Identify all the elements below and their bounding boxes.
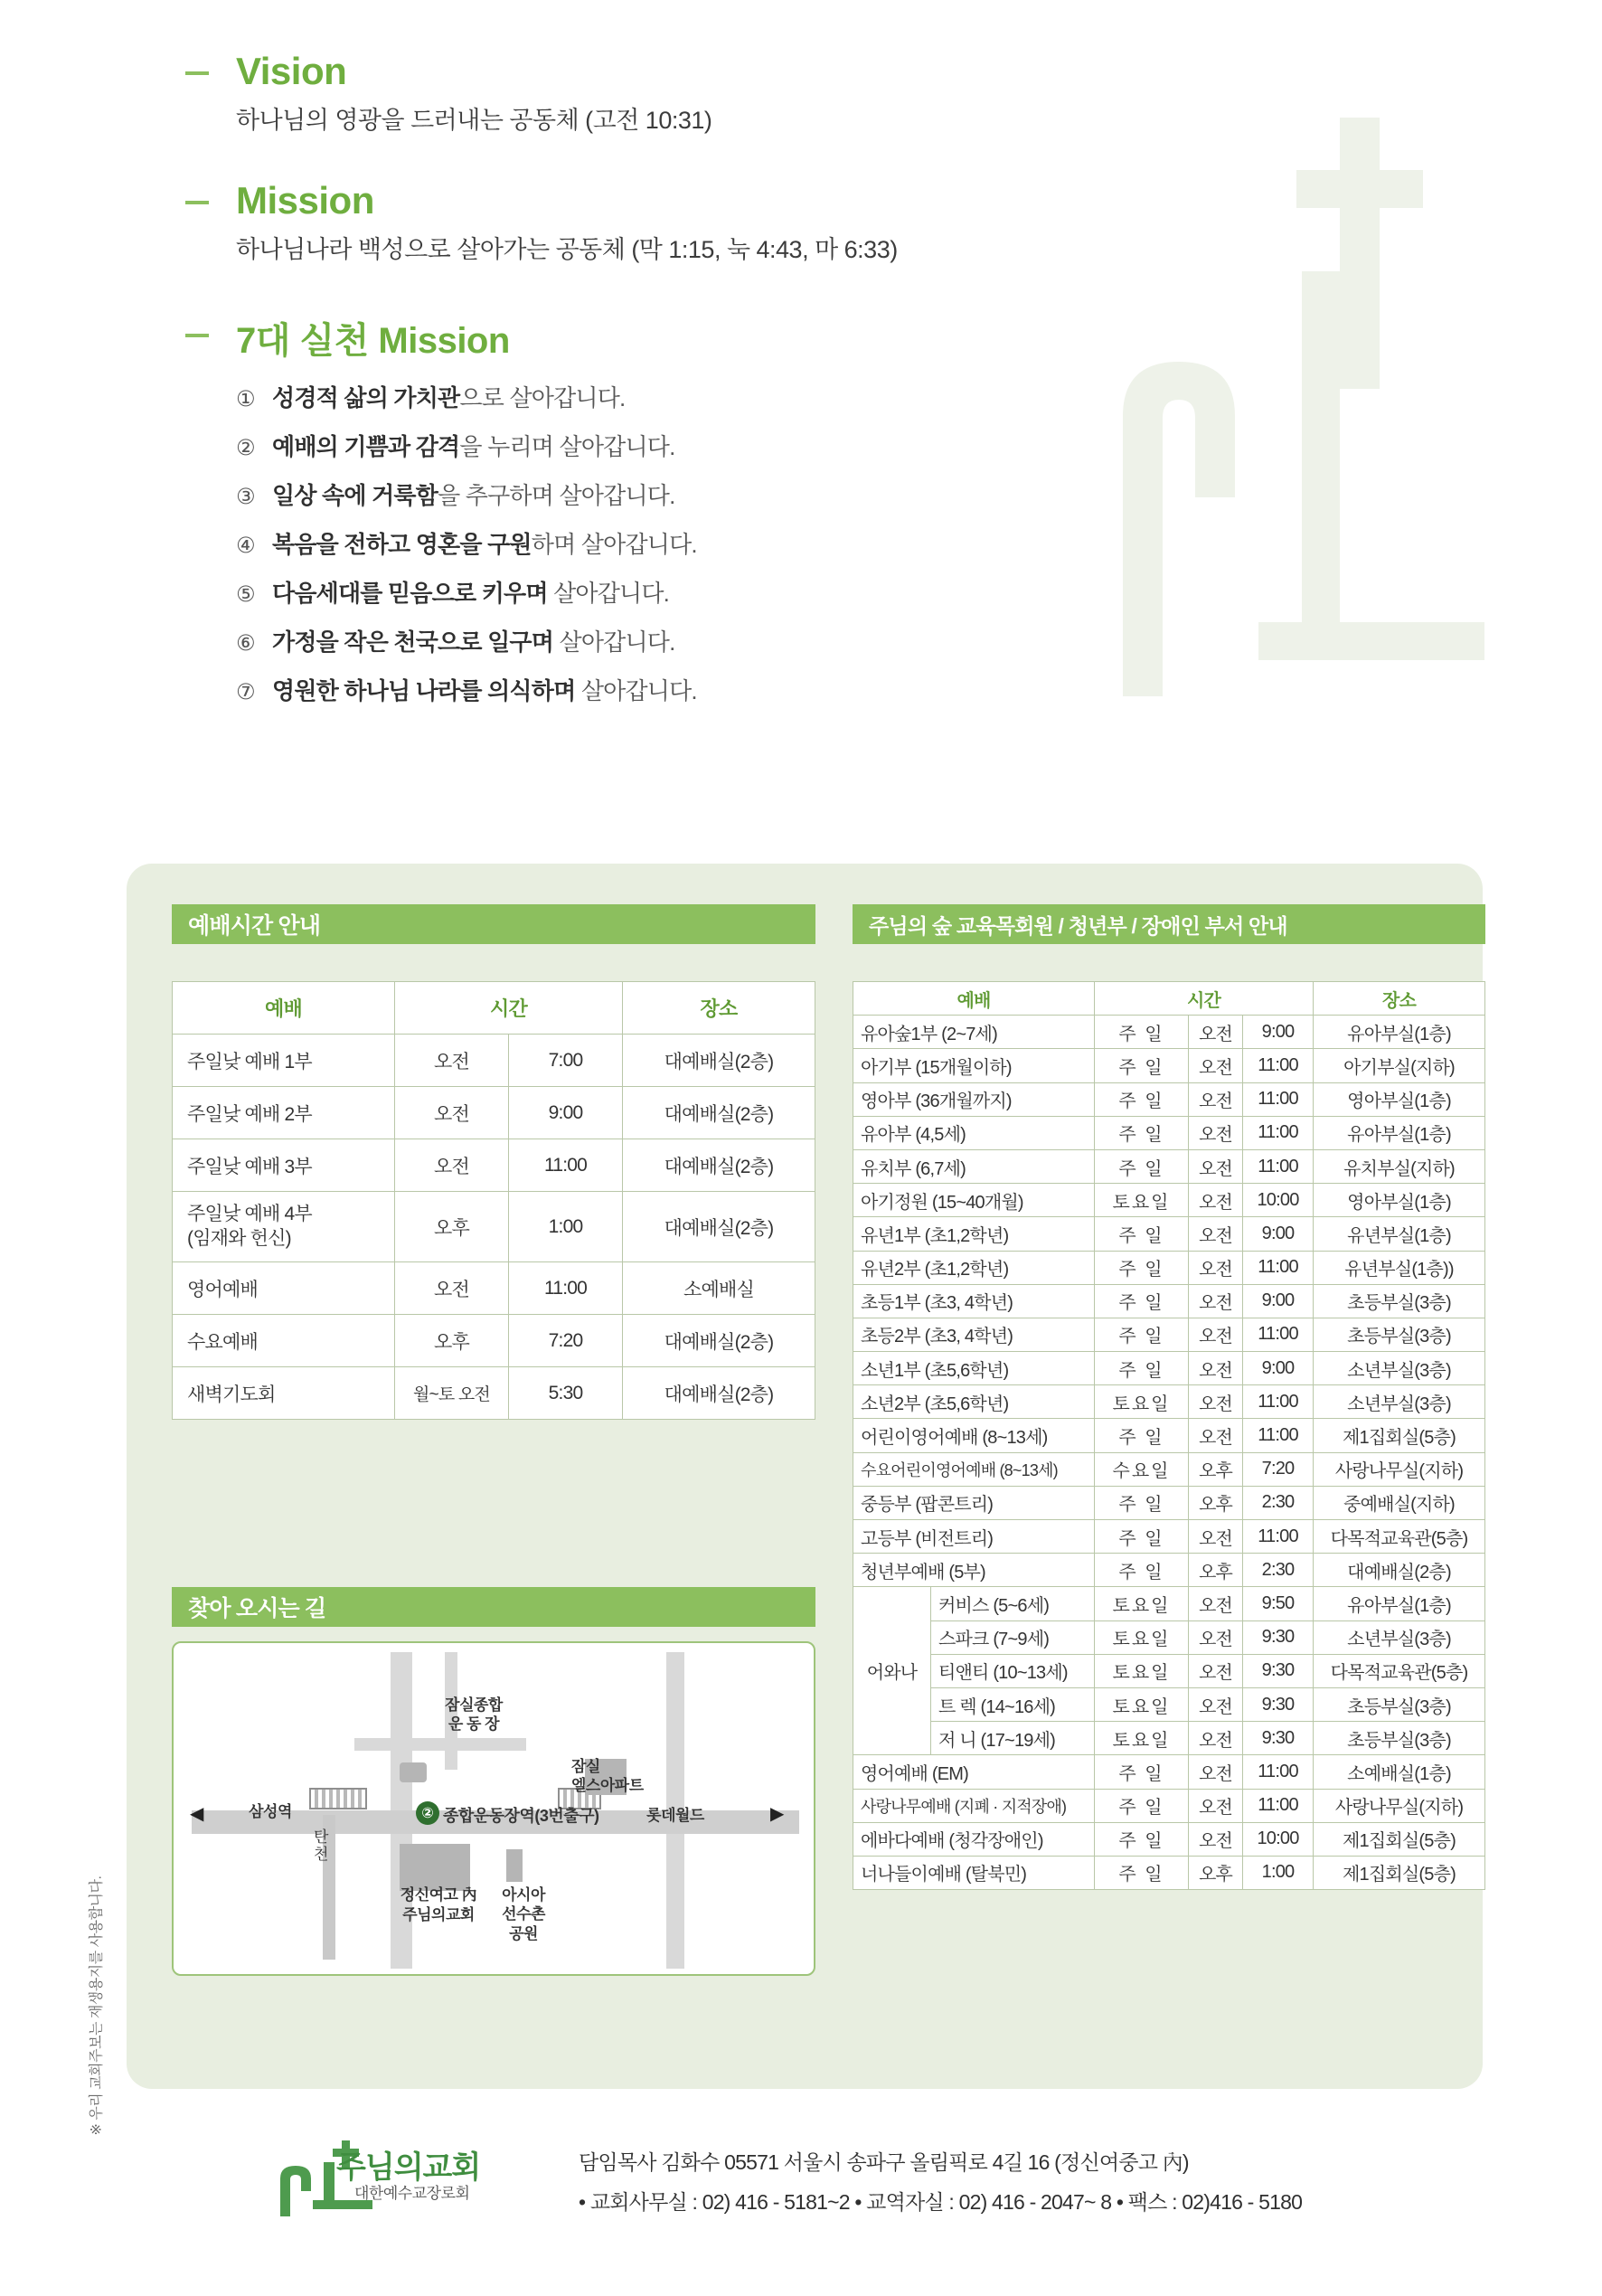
- cell-place: 영아부실(1층): [1314, 1184, 1485, 1217]
- list-item-rest: 살아갑니다.: [547, 580, 670, 607]
- cell-place: 대예배실(2층): [623, 1035, 815, 1087]
- cell-place: 소예배실(1층): [1314, 1755, 1485, 1789]
- col-header-time: 시간: [395, 982, 623, 1035]
- footer-church-name: 주님의교회: [336, 2150, 481, 2185]
- footer-denomination: 대한예수교장로회: [354, 2185, 470, 2202]
- map-label-asia-park: 아시아 선수촌 공원: [502, 1886, 545, 1942]
- table-row: [853, 1822, 1485, 1856]
- cell-day: 주 일: [1095, 1520, 1189, 1554]
- cell-service: 티앤티 (10~13세): [931, 1654, 1095, 1687]
- list-item-number: ①: [236, 387, 255, 411]
- departments-table-wrap: [853, 981, 1485, 1890]
- cell-place: 대예배실(2층): [623, 1315, 815, 1367]
- table-row: [173, 1192, 815, 1262]
- cell-ampm: 오전: [1189, 1049, 1243, 1082]
- cell-time: 10:00: [1243, 1822, 1314, 1856]
- cell-ampm: 오전: [395, 1139, 509, 1192]
- arrow-right-icon: ▶: [770, 1804, 785, 1824]
- cell-time: 11:00: [1243, 1082, 1314, 1116]
- cell-service: 에바다예배 (청각장애인): [853, 1822, 1095, 1856]
- cell-ampm: 오전: [1189, 1620, 1243, 1654]
- cell-time: 9:00: [1243, 1016, 1314, 1049]
- cell-time: 11:00: [1243, 1318, 1314, 1351]
- table-row: [853, 1116, 1485, 1149]
- cell-place: 대예배실(2층): [623, 1087, 815, 1139]
- practices-list: [236, 380, 1180, 706]
- cell-service: 소년2부 (초5,6학년): [853, 1385, 1095, 1419]
- building-icon: [506, 1849, 523, 1882]
- cell-place: 소예배실: [623, 1262, 815, 1315]
- cell-service: 유년1부 (초1,2학년): [853, 1217, 1095, 1251]
- cell-ampm: 오전: [1189, 1284, 1243, 1318]
- cell-time: 9:30: [1243, 1687, 1314, 1721]
- cell-awana-group-label: 어와나: [853, 1587, 931, 1755]
- table-row: [853, 1318, 1485, 1351]
- cell-ampm: 오후: [1189, 1554, 1243, 1587]
- cell-day: 주 일: [1095, 1082, 1189, 1116]
- cell-day: 주 일: [1095, 1352, 1189, 1385]
- cell-ampm: 오전: [395, 1262, 509, 1315]
- map-label-lotte: 롯데월드: [646, 1807, 704, 1824]
- cell-ampm: 오전: [1189, 1251, 1243, 1284]
- cell-place: 제1집회실(5층): [1314, 1822, 1485, 1856]
- table-row: [853, 1452, 1485, 1486]
- cell-place: 제1집회실(5층): [1314, 1856, 1485, 1889]
- cell-time: 9:50: [1243, 1587, 1314, 1620]
- cell-time: 9:00: [1243, 1284, 1314, 1318]
- cell-service: 저 니 (17~19세): [931, 1722, 1095, 1755]
- list-item-number: ④: [236, 534, 255, 558]
- cell-place: 사랑나무실(지하): [1314, 1452, 1485, 1486]
- cell-time: 5:30: [509, 1367, 623, 1420]
- cell-time: 11:00: [1243, 1116, 1314, 1149]
- cell-service: 너나들이예배 (탈북민): [853, 1856, 1095, 1889]
- cell-service: 새벽기도회: [173, 1367, 395, 1420]
- list-item-number: ⑤: [236, 582, 255, 607]
- building-icon: [400, 1844, 470, 1891]
- table-row: [853, 1755, 1485, 1789]
- list-item: [236, 673, 1180, 706]
- cell-place: 초등부실(3층): [1314, 1687, 1485, 1721]
- list-item: [236, 624, 1180, 657]
- table-row: [853, 1217, 1485, 1251]
- cell-ampm: 오전: [1189, 1822, 1243, 1856]
- cell-ampm: 오전: [1189, 1082, 1243, 1116]
- cell-service: 청년부예배 (5부): [853, 1554, 1095, 1587]
- footer-address: 담임목사 김화수 05571 서울시 송파구 올림픽로 4길 16 (정신여중고 內): [579, 2150, 1189, 2174]
- table-row: [173, 1315, 815, 1367]
- vision-heading: Vision: [236, 50, 347, 92]
- cell-place: 아기부실(지하): [1314, 1049, 1485, 1082]
- cell-time: 1:00: [1243, 1856, 1314, 1889]
- cell-service: 영어예배: [173, 1262, 395, 1315]
- cell-service: 스파크 (7~9세): [931, 1620, 1095, 1654]
- cell-ampm: 오전: [1189, 1149, 1243, 1183]
- list-item-strong: 예배의 기쁨과 감격: [272, 433, 460, 460]
- list-item-number: ③: [236, 485, 255, 509]
- cell-ampm: 오전: [1189, 1116, 1243, 1149]
- cell-day: 주 일: [1095, 1789, 1189, 1822]
- worship-section-header: 예배시간 안내: [172, 904, 815, 944]
- cell-time: 9:30: [1243, 1620, 1314, 1654]
- cell-ampm: 오전: [1189, 1789, 1243, 1822]
- list-item-rest: 살아갑니다.: [575, 677, 697, 704]
- cell-time: 7:00: [509, 1035, 623, 1087]
- cell-ampm: 오전: [1189, 1184, 1243, 1217]
- cell-time: 2:30: [1243, 1486, 1314, 1519]
- table-row: [853, 1587, 1485, 1620]
- cell-service: 어린이영어예배 (8~13세): [853, 1419, 1095, 1452]
- list-item-number: ⑦: [236, 680, 255, 704]
- list-item-strong: 복음을 전하고 영혼을 구원: [272, 531, 532, 558]
- cell-time: 11:00: [1243, 1789, 1314, 1822]
- cell-service: 소년1부 (초5,6학년): [853, 1352, 1095, 1385]
- cell-place: 초등부실(3층): [1314, 1318, 1485, 1351]
- cell-time: 9:00: [509, 1087, 623, 1139]
- list-item: [236, 380, 1180, 413]
- cell-time: 11:00: [1243, 1049, 1314, 1082]
- cell-time: 9:00: [1243, 1217, 1314, 1251]
- table-row: [853, 1620, 1485, 1654]
- cell-service: 영아부 (36개월까지): [853, 1082, 1095, 1116]
- cell-service: 아기정원 (15~40개월): [853, 1184, 1095, 1217]
- cell-service: 중등부 (팝콘트리): [853, 1486, 1095, 1519]
- mission-row: [185, 179, 1180, 265]
- list-item-strong: 가정을 작은 천국으로 일구며: [272, 628, 554, 656]
- table-header-row: [173, 982, 815, 1035]
- mission-subtext: 하나님나라 백성으로 살아가는 공동체 (막 1:15, 눅 4:43, 마 6:33): [236, 236, 898, 263]
- cell-day: 주 일: [1095, 1251, 1189, 1284]
- recycled-paper-note: ※ 우리 교회주보는 재생용지를 사용합니다.: [89, 1876, 105, 2136]
- cell-day: 주 일: [1095, 1554, 1189, 1587]
- table-row: [853, 1284, 1485, 1318]
- table-row: [173, 1087, 815, 1139]
- cell-service: 고등부 (비전트리): [853, 1520, 1095, 1554]
- cell-place: 유치부실(지하): [1314, 1149, 1485, 1183]
- cell-place: 유아부실(1층): [1314, 1116, 1485, 1149]
- table-row: [853, 1251, 1485, 1284]
- table-row: [853, 1520, 1485, 1554]
- cell-service: 주일낮 예배 4부 (임재와 헌신): [173, 1192, 395, 1262]
- vision-mission-block: [185, 50, 1180, 722]
- cell-day: 주 일: [1095, 1755, 1189, 1789]
- cell-place: 초등부실(3층): [1314, 1722, 1485, 1755]
- cell-ampm: 오전: [1189, 1217, 1243, 1251]
- cell-time: 1:00: [509, 1192, 623, 1262]
- cell-service: 유년2부 (초1,2학년): [853, 1251, 1095, 1284]
- cell-time: 11:00: [1243, 1149, 1314, 1183]
- cell-day: 주 일: [1095, 1486, 1189, 1519]
- table-row: [853, 1554, 1485, 1587]
- col-header-service: 예배: [173, 982, 395, 1035]
- table-row: [853, 1149, 1485, 1183]
- cell-day: 토요일: [1095, 1620, 1189, 1654]
- cell-day: 수요일: [1095, 1452, 1189, 1486]
- cell-ampm: 오후: [1189, 1856, 1243, 1889]
- table-row: [853, 1687, 1485, 1721]
- cell-time: 11:00: [1243, 1419, 1314, 1452]
- cell-time: 7:20: [1243, 1452, 1314, 1486]
- list-item-rest: 하며 살아갑니다.: [531, 531, 697, 558]
- worship-table-wrap: [172, 981, 815, 1420]
- cell-ampm: 오전: [1189, 1587, 1243, 1620]
- list-item-number: ②: [236, 436, 255, 460]
- cell-service: 주일낮 예배 2부: [173, 1087, 395, 1139]
- cell-time: 9:30: [1243, 1722, 1314, 1755]
- cell-place: 유년부실(1층): [1314, 1217, 1485, 1251]
- practices-heading: 7대 실천 Mission: [236, 321, 510, 361]
- cell-time: 11:00: [1243, 1520, 1314, 1554]
- list-item: [236, 477, 1180, 511]
- list-item: [236, 575, 1180, 609]
- table-row: [853, 1856, 1485, 1889]
- map-label-stadium: 잠실종합 운 동 장: [445, 1696, 503, 1734]
- list-item-strong: 다음세대를 믿음으로 키우며: [272, 580, 548, 607]
- cell-day: 주 일: [1095, 1419, 1189, 1452]
- cell-time: 9:30: [1243, 1654, 1314, 1687]
- cell-ampm: 오후: [395, 1192, 509, 1262]
- cell-ampm: 오전: [1189, 1419, 1243, 1452]
- cell-place: 대예배실(2층): [623, 1367, 815, 1420]
- cell-ampm: 오전: [1189, 1318, 1243, 1351]
- cell-service: 주일낮 예배 1부: [173, 1035, 395, 1087]
- list-item-strong: 일상 속에 거룩함: [272, 482, 438, 509]
- cell-service: 수요어린이영어예배 (8~13세): [853, 1452, 1095, 1486]
- map-graphic: [174, 1643, 814, 1974]
- cell-place: 유아부실(1층): [1314, 1016, 1485, 1049]
- table-row: [853, 1385, 1485, 1419]
- cell-service: 사랑나무예배 (지폐 · 지적장애): [853, 1789, 1095, 1822]
- cell-ampm: 오전: [1189, 1755, 1243, 1789]
- cell-ampm: 오전: [395, 1087, 509, 1139]
- cell-service: 커비스 (5~6세): [931, 1587, 1095, 1620]
- table-row: [853, 1016, 1485, 1049]
- map-container[interactable]: [172, 1641, 815, 1976]
- cell-ampm: 월~토 오전: [395, 1367, 509, 1420]
- cell-day: 토요일: [1095, 1654, 1189, 1687]
- cell-ampm: 오전: [1189, 1352, 1243, 1385]
- cell-place: 대예배실(2층): [1314, 1554, 1485, 1587]
- list-item-strong: 영원한 하나님 나라를 의식하며: [272, 677, 576, 704]
- cell-place: 초등부실(3층): [1314, 1284, 1485, 1318]
- cell-day: 주 일: [1095, 1116, 1189, 1149]
- dash-icon: [185, 201, 209, 204]
- table-header-row: [853, 982, 1485, 1016]
- cell-day: 주 일: [1095, 1822, 1189, 1856]
- cell-service: 유아부 (4,5세): [853, 1116, 1095, 1149]
- cell-place: 대예배실(2층): [623, 1192, 815, 1262]
- rail-crossing: [309, 1788, 367, 1809]
- subway-line-badge: ②: [416, 1801, 439, 1825]
- map-label-station: 종합운동장역(3번출구): [443, 1807, 599, 1825]
- list-item-rest: 살아갑니다.: [553, 628, 675, 656]
- map-label-tancheon: 탄 천: [314, 1828, 328, 1863]
- table-row: [173, 1139, 815, 1192]
- table-row: [853, 1722, 1485, 1755]
- table-row: [853, 1486, 1485, 1519]
- cell-service: 초등1부 (초3, 4학년): [853, 1284, 1095, 1318]
- list-item: [236, 526, 1180, 560]
- cell-service: 수요예배: [173, 1315, 395, 1367]
- table-row: [853, 1789, 1485, 1822]
- map-label-church: 정신여고 內 주님의교회: [400, 1886, 477, 1924]
- cell-time: 11:00: [1243, 1755, 1314, 1789]
- cell-ampm: 오전: [1189, 1385, 1243, 1419]
- departments-section-header: 주님의 숲 교육목회원 / 청년부 / 장애인 부서 안내: [853, 904, 1485, 944]
- cell-time: 11:00: [1243, 1385, 1314, 1419]
- mission-heading: Mission: [236, 179, 374, 222]
- cell-place: 다목적교육관(5층): [1314, 1520, 1485, 1554]
- list-item-rest: 으로 살아갑니다.: [459, 384, 626, 411]
- table-row: [173, 1035, 815, 1087]
- vision-subtext: 하나님의 영광을 드러내는 공동체 (고전 10:31): [236, 107, 712, 134]
- cell-place: 사랑나무실(지하): [1314, 1789, 1485, 1822]
- cell-place: 소년부실(3층): [1314, 1385, 1485, 1419]
- cell-place: 소년부실(3층): [1314, 1352, 1485, 1385]
- table-row: [853, 1049, 1485, 1082]
- cell-service: 영어예배 (EM): [853, 1755, 1095, 1789]
- table-row: [853, 1184, 1485, 1217]
- cell-place: 대예배실(2층): [623, 1139, 815, 1192]
- map-label-samseong: 삼성역: [249, 1803, 292, 1820]
- cell-ampm: 오전: [1189, 1654, 1243, 1687]
- cell-ampm: 오전: [1189, 1687, 1243, 1721]
- dash-icon: [185, 71, 209, 75]
- vision-row: [185, 50, 1180, 136]
- cell-day: 토요일: [1095, 1184, 1189, 1217]
- worship-table: [172, 981, 815, 1420]
- col-header-place: 장소: [1314, 982, 1485, 1016]
- cell-place: 다목적교육관(5층): [1314, 1654, 1485, 1687]
- cell-place: 영아부실(1층): [1314, 1082, 1485, 1116]
- cell-ampm: 오전: [395, 1035, 509, 1087]
- cell-ampm: 오후: [395, 1315, 509, 1367]
- cell-place: 제1집회실(5층): [1314, 1419, 1485, 1452]
- map-section-header: 찾아 오시는 길: [172, 1587, 815, 1627]
- list-item-strong: 성경적 삶의 가치관: [272, 384, 460, 411]
- table-row: [853, 1419, 1485, 1452]
- road-horizontal: [354, 1738, 526, 1751]
- cell-service: 트 렉 (14~16세): [931, 1687, 1095, 1721]
- departments-table: [853, 981, 1485, 1890]
- col-header-service: 예배: [853, 982, 1095, 1016]
- table-row: [853, 1352, 1485, 1385]
- cell-day: 토요일: [1095, 1687, 1189, 1721]
- cell-day: 주 일: [1095, 1016, 1189, 1049]
- cell-time: 11:00: [1243, 1251, 1314, 1284]
- dash-icon: [185, 334, 209, 337]
- building-icon: [400, 1762, 427, 1782]
- cell-service: 유치부 (6,7세): [853, 1149, 1095, 1183]
- cell-place: 유년부실(1층)): [1314, 1251, 1485, 1284]
- cell-day: 주 일: [1095, 1217, 1189, 1251]
- cell-day: 토요일: [1095, 1722, 1189, 1755]
- arrow-left-icon: ◀: [190, 1804, 204, 1824]
- list-item-number: ⑥: [236, 631, 255, 656]
- cell-time: 11:00: [509, 1262, 623, 1315]
- list-item: [236, 429, 1180, 462]
- cell-ampm: 오후: [1189, 1452, 1243, 1486]
- cell-service: 초등2부 (초3, 4학년): [853, 1318, 1095, 1351]
- cell-time: 10:00: [1243, 1184, 1314, 1217]
- table-row: [853, 1082, 1485, 1116]
- practices-row: [185, 312, 1180, 706]
- cell-day: 주 일: [1095, 1284, 1189, 1318]
- cell-place: 중예배실(지하): [1314, 1486, 1485, 1519]
- cell-time: 7:20: [509, 1315, 623, 1367]
- cell-service: 아기부 (15개월이하): [853, 1049, 1095, 1082]
- cell-time: 2:30: [1243, 1554, 1314, 1587]
- col-header-place: 장소: [623, 982, 815, 1035]
- footer-contact: • 교회사무실 : 02) 416 - 5181~2 • 교역자실 : 02) 416 - 2047~ 8 • 팩스 : 02)416 - 5180: [579, 2190, 1303, 2214]
- cell-day: 주 일: [1095, 1318, 1189, 1351]
- cell-place: 소년부실(3층): [1314, 1620, 1485, 1654]
- list-item-rest: 을 누리며 살아갑니다.: [459, 433, 675, 460]
- table-row: [173, 1262, 815, 1315]
- cell-service: 주일낮 예배 3부: [173, 1139, 395, 1192]
- cell-day: 주 일: [1095, 1049, 1189, 1082]
- cell-service: 유아숲1부 (2~7세): [853, 1016, 1095, 1049]
- cell-day: 토요일: [1095, 1587, 1189, 1620]
- map-label-jamsil-apt: 잠실 엘스아파트: [571, 1758, 644, 1795]
- cell-time: 11:00: [509, 1139, 623, 1192]
- cell-ampm: 오후: [1189, 1486, 1243, 1519]
- list-item-rest: 을 추구하며 살아갑니다.: [438, 482, 675, 509]
- cell-place: 유아부실(1층): [1314, 1587, 1485, 1620]
- cell-ampm: 오전: [1189, 1520, 1243, 1554]
- cell-ampm: 오전: [1189, 1722, 1243, 1755]
- cell-day: 주 일: [1095, 1149, 1189, 1183]
- table-row: [853, 1654, 1485, 1687]
- cell-ampm: 오전: [1189, 1016, 1243, 1049]
- cell-day: 주 일: [1095, 1856, 1189, 1889]
- col-header-time: 시간: [1095, 982, 1314, 1016]
- cell-time: 9:00: [1243, 1352, 1314, 1385]
- table-row: [173, 1367, 815, 1420]
- cell-day: 토요일: [1095, 1385, 1189, 1419]
